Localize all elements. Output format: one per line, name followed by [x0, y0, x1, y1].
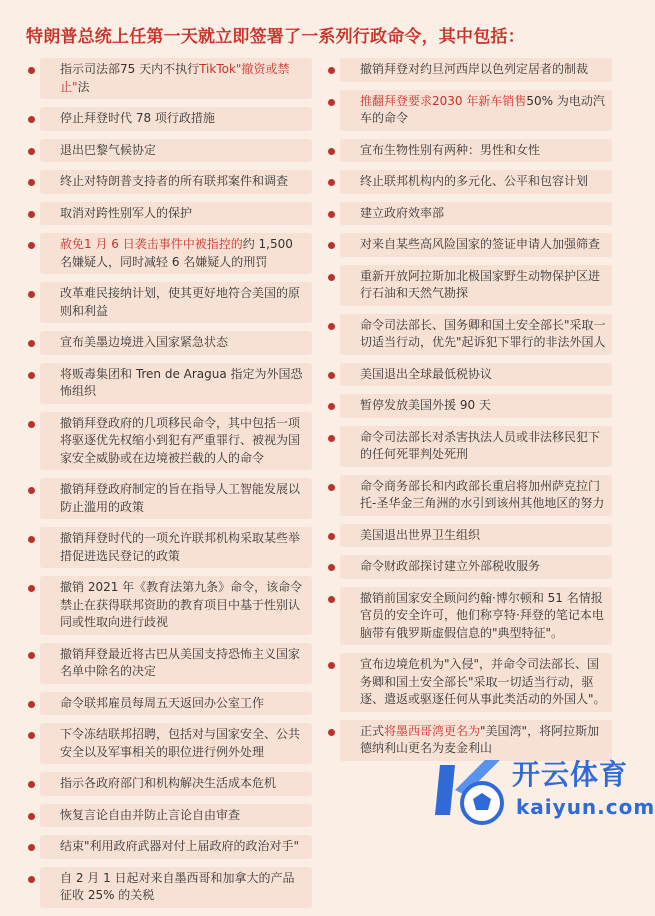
list-item	[40, 772, 312, 796]
bullet-icon	[28, 536, 35, 543]
bullet-icon	[328, 179, 335, 186]
item-text: 暂停发放美国外援 90 天	[360, 398, 491, 412]
item-text: 撤销拜登对约旦河西岸以色列定居者的制裁	[360, 62, 589, 76]
item-highlight: 推翻拜登要求2030 年新车销售	[360, 93, 527, 108]
item-text: 改革难民接纳计划，使其更好地符合美国的原则和利益	[60, 286, 301, 318]
bullet-icon	[328, 323, 335, 330]
bullet-icon	[328, 596, 335, 603]
list-item	[340, 555, 612, 579]
bullet-icon	[28, 701, 35, 708]
watermark-logo	[430, 745, 655, 835]
item-text: 指示司法部75 天内不执行	[60, 62, 200, 76]
item-text: 宣布美墨边境进入国家紧急状态	[60, 335, 229, 349]
list-item	[340, 170, 612, 194]
bullet-icon	[28, 487, 35, 494]
item-highlight: 将墨西哥湾更名为	[384, 723, 481, 738]
list-item	[40, 282, 312, 323]
list-item	[40, 478, 312, 519]
soccer-ball-logo-icon	[430, 745, 510, 835]
page-title: 特朗普总统上任第一天就立即签署了一系列行政命令，其中包括：	[26, 27, 525, 47]
list-item	[340, 426, 612, 467]
right-column	[340, 58, 612, 769]
list-item	[340, 524, 612, 548]
bullet-icon	[28, 813, 35, 820]
list-item	[340, 265, 612, 306]
list-item	[40, 202, 312, 226]
item-text: 撤销前国家安全顾问约翰·博尔顿和 51 名情报官员的安全许可，他们称亨特·拜登的笔记本电脑带有俄罗斯虚假信息的"典型特征"。	[360, 590, 604, 640]
bullet-icon	[328, 403, 335, 410]
item-text-suffix: "美国湾"，将阿拉斯加德纳利山更名为麦金利山	[360, 723, 600, 755]
list-item	[340, 314, 612, 355]
list-item	[340, 202, 612, 226]
bullet-icon	[28, 148, 35, 155]
bullet-icon	[328, 662, 335, 669]
item-text: 撤销 2021 年《教育法第九条》命令，该命令禁止在获得联邦资助的教育项目中基于性别认同或性取向进行歧视	[60, 580, 303, 629]
bullet-icon	[328, 435, 335, 442]
list-item	[40, 804, 312, 828]
item-text: 指示各政府部门和机构解决生活成本危机	[60, 776, 277, 790]
item-text-suffix: 约 1,500 名嫌疑人，同时减轻 6 名嫌疑人的刑罚	[60, 237, 293, 269]
item-text: 建立政府效率部	[360, 205, 445, 220]
bullet-icon	[28, 116, 35, 123]
bullet-icon	[28, 844, 35, 851]
bullet-icon	[28, 340, 35, 347]
item-text: 美国退出世界卫生组织	[360, 527, 481, 542]
list-item	[40, 412, 312, 471]
bullet-icon	[328, 533, 335, 540]
list-item	[40, 363, 312, 404]
item-text: 命令财政部探讨建立外部税收服务	[360, 559, 541, 573]
item-text: 结束"利用政府武器对付上届政府的政治对手"	[60, 839, 300, 853]
bullet-icon	[28, 242, 35, 249]
bullet-icon	[28, 291, 35, 298]
bullet-icon	[328, 729, 335, 736]
list-item	[40, 331, 312, 355]
item-text: 宣布生物性别有两种：男性和女性	[360, 142, 541, 157]
watermark-cn: 开云体育	[512, 758, 629, 791]
list-item	[40, 867, 312, 908]
bullet-icon	[28, 67, 35, 74]
item-text: 命令司法部长、国务卿和国土安全部长"采取一切适当行动，优先"起诉犯下罪行的非法外国人	[360, 317, 606, 349]
item-text: 美国退出全球最低税协议	[360, 366, 493, 381]
list-item	[340, 363, 612, 387]
bullet-icon	[28, 372, 35, 379]
list-item	[340, 394, 612, 418]
item-text: 宣布边境危机为"入侵"，并命令司法部长、国务卿和国土安全部长"采取一切适当行动，驱逐、遣返或驱逐任何从事此类活动的外国人"。	[360, 657, 606, 706]
item-text: 终止对特朗普支持者的所有联邦案件和调查	[60, 174, 289, 188]
bullet-icon	[28, 211, 35, 218]
bullet-icon	[328, 242, 335, 249]
item-text: 退出巴黎气候协定	[60, 142, 157, 157]
item-text: 命令商务部长和内政部长重启将加州萨克拉门托-圣华金三角洲的水引到该州其他地区的努力	[360, 478, 605, 510]
item-text: 重新开放阿拉斯加北极国家野生动物保护区进行石油和天然气勘探	[360, 268, 601, 300]
bullet-icon	[28, 652, 35, 659]
list-item	[40, 643, 312, 684]
list-item	[340, 475, 612, 516]
item-text: 停止拜登时代 78 项行政措施	[60, 111, 215, 125]
bullet-icon	[28, 732, 35, 739]
list-item	[340, 587, 612, 646]
list-item	[40, 170, 312, 194]
list-item	[40, 692, 312, 716]
list-item	[340, 139, 612, 163]
list-item	[340, 233, 612, 257]
item-text-suffix: 50% 为电动汽车的命令	[360, 93, 605, 125]
bullet-icon	[328, 372, 335, 379]
watermark-en: kaiyun.com	[516, 795, 655, 819]
item-text: 取消对跨性别军人的保护	[60, 205, 193, 220]
bullet-icon	[328, 148, 335, 155]
bullet-icon	[28, 781, 35, 788]
list-item	[340, 58, 612, 82]
list-item	[40, 576, 312, 635]
list-item	[340, 90, 612, 131]
item-text: 命令联邦雇员每周五天返回办公室工作	[60, 695, 265, 710]
bullet-icon	[328, 274, 335, 281]
item-text-suffix: 法	[77, 79, 90, 94]
left-column	[40, 58, 312, 916]
item-text: 撤销拜登时代的一项允许联邦机构采取某些举措促进选民登记的政策	[60, 531, 301, 563]
list-item	[340, 653, 612, 712]
bullet-icon	[328, 484, 335, 491]
list-item	[40, 233, 312, 274]
list-item	[40, 58, 312, 99]
bullet-icon	[28, 179, 35, 186]
item-text: 恢复言论自由并防止言论自由审查	[60, 807, 241, 822]
item-text: 将贩毒集团和 Tren de Aragua 指定为外国恐怖组织	[60, 366, 303, 398]
bullet-icon	[28, 585, 35, 592]
list-item	[40, 139, 312, 163]
list-item	[40, 107, 312, 131]
list-item	[40, 723, 312, 764]
item-text: 下令冻结联邦招聘，包括对与国家安全、公共安全以及军事相关的职位进行例外处理	[60, 727, 301, 759]
item-text: 自 2 月 1 日起对来自墨西哥和加拿大的产品征收 25% 的关税	[60, 870, 295, 902]
item-text: 命令司法部长对杀害执法人员或非法移民犯下的任何死罪判处死刑	[360, 429, 601, 461]
bullet-icon	[28, 876, 35, 883]
item-text: 对来自某些高风险国家的签证申请人加强筛查	[360, 237, 601, 251]
list-item	[40, 835, 312, 859]
item-highlight: 赦免1 月 6 日袭击事件中被指控的	[60, 237, 243, 251]
bullet-icon	[328, 67, 335, 74]
item-text: 撤销拜登政府制定的旨在指导人工智能发展以防止滥用的政策	[60, 482, 301, 514]
item-text: 撤销拜登政府的几项移民命令，其中包括一项将驱逐优先权缩小到犯有严重罪行、被视为国家安全威胁或在边境被拦截的人的命令	[60, 415, 301, 465]
item-text: 撤销拜登最近将古巴从美国支持恐怖主义国家名单中除名的决定	[60, 646, 301, 678]
bullet-icon	[328, 564, 335, 571]
bullet-icon	[328, 211, 335, 218]
item-text: 终止联邦机构内的多元化、公平和包容计划	[360, 174, 589, 188]
bullet-icon	[28, 421, 35, 428]
bullet-icon	[328, 99, 335, 106]
item-highlight: TikTok"撤资或禁止"	[60, 62, 290, 94]
list-item	[40, 527, 312, 568]
item-text: 正式	[360, 723, 385, 738]
